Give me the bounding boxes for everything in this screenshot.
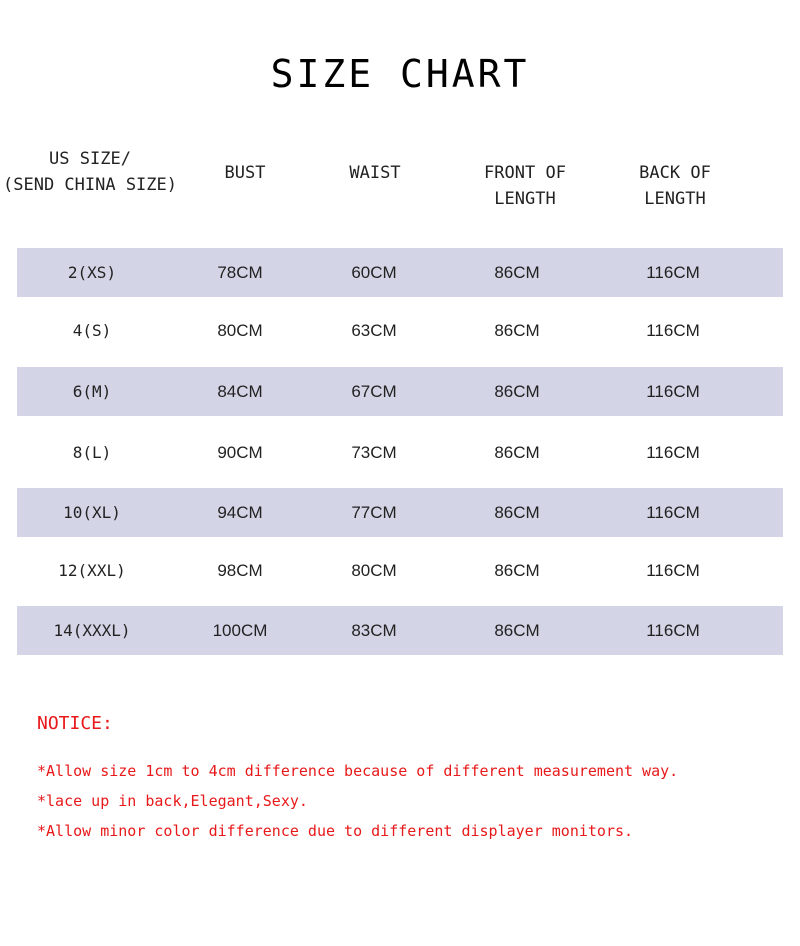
waist-cell: 83CM [351, 621, 397, 640]
waist-cell: 77CM [351, 503, 397, 522]
header-us-size: US SIZE/ (SEND CHINA SIZE) [3, 149, 177, 195]
back-length-cell: 116CM [646, 561, 700, 580]
bust-cell: 80CM [217, 321, 263, 340]
table-row [17, 428, 783, 477]
table-row [17, 306, 783, 355]
back-length-cell: 116CM [646, 321, 700, 340]
back-length-cell: 116CM [646, 382, 700, 401]
bust-cell: 78CM [217, 263, 263, 282]
notice-label: NOTICE: [37, 713, 113, 734]
size-cell: 10(XL) [63, 503, 121, 522]
table-row [17, 606, 783, 655]
size-cell: 14(XXXL) [53, 621, 131, 640]
size-cell: 12(XXL) [58, 561, 126, 580]
bust-cell: 90CM [217, 443, 263, 462]
front-length-cell: 86CM [494, 321, 540, 340]
waist-cell: 67CM [351, 382, 397, 401]
front-length-cell: 86CM [494, 443, 540, 462]
header-bust: BUST [224, 163, 266, 183]
table-row [17, 488, 783, 537]
header-front-length: FRONT OF LENGTH [484, 163, 566, 209]
back-length-cell: 116CM [646, 503, 700, 522]
front-length-cell: 86CM [494, 503, 540, 522]
header-waist: WAIST [349, 163, 401, 183]
size-cell: 6(M) [72, 382, 112, 401]
front-length-cell: 86CM [494, 621, 540, 640]
bust-cell: 94CM [217, 503, 263, 522]
back-length-cell: 116CM [646, 621, 700, 640]
front-length-cell: 86CM [494, 382, 540, 401]
bust-cell: 84CM [217, 382, 263, 401]
bust-cell: 98CM [217, 561, 263, 580]
size-cell: 4(S) [72, 321, 112, 340]
notice-line: *Allow minor color difference due to different displayer monitors. [37, 822, 634, 840]
front-length-cell: 86CM [494, 561, 540, 580]
size-cell: 2(XS) [67, 263, 117, 282]
waist-cell: 63CM [351, 321, 397, 340]
back-length-cell: 116CM [646, 263, 700, 282]
table-row [17, 367, 783, 416]
header-back-length: BACK OF LENGTH [639, 163, 711, 209]
waist-cell: 73CM [351, 443, 397, 462]
waist-cell: 60CM [351, 263, 397, 282]
front-length-cell: 86CM [494, 263, 540, 282]
table-row [17, 248, 783, 297]
notice-line: *Allow size 1cm to 4cm difference because of different measurement way. [37, 762, 679, 780]
table-row [17, 546, 783, 595]
size-cell: 8(L) [72, 443, 112, 462]
notice-line: *lace up in back,Elegant,Sexy. [37, 792, 308, 810]
page-title: SIZE CHART [270, 52, 530, 96]
back-length-cell: 116CM [646, 443, 700, 462]
waist-cell: 80CM [351, 561, 397, 580]
bust-cell: 100CM [212, 621, 268, 640]
